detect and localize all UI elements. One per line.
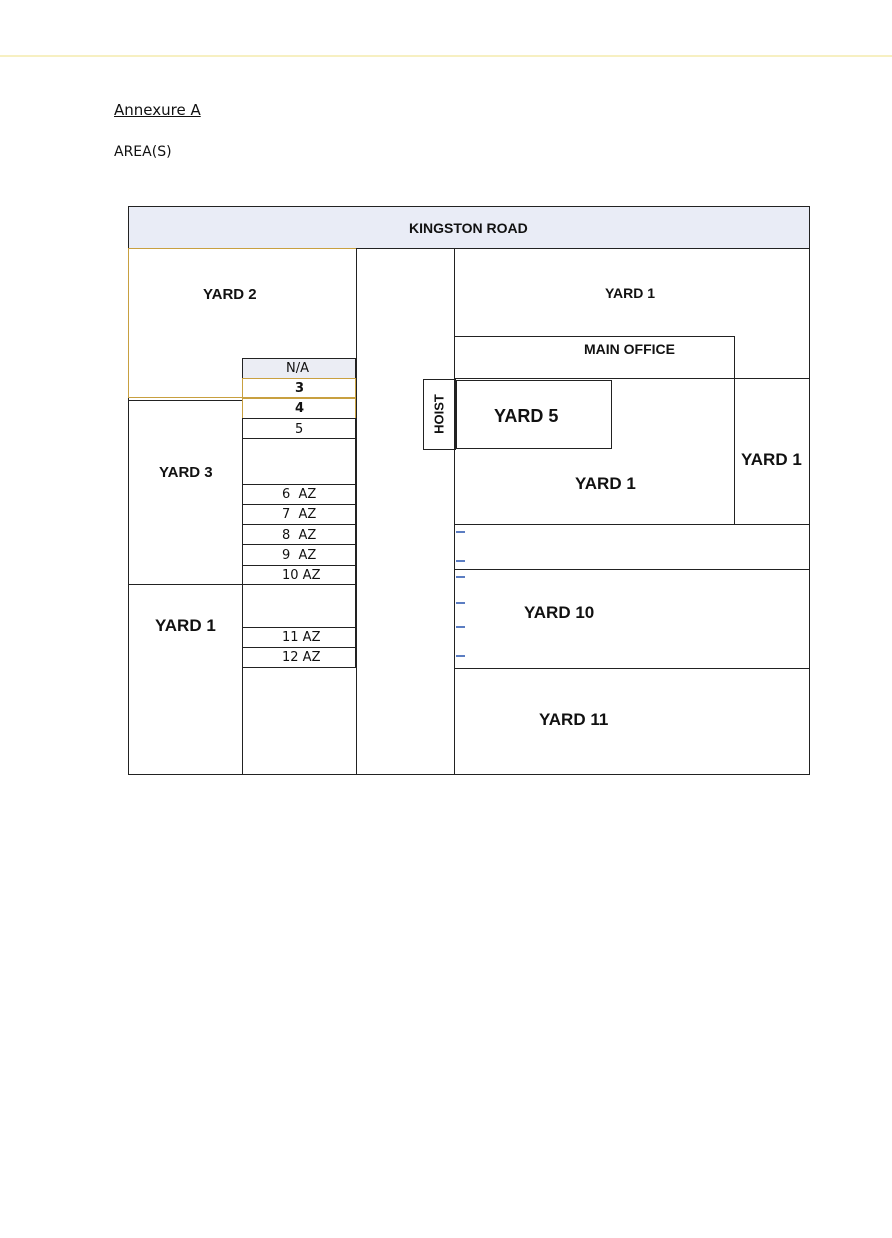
yard-11-label: YARD 11 xyxy=(539,710,609,729)
boundary-mark xyxy=(456,560,465,562)
hoist-label: HOIST xyxy=(431,394,447,434)
driveway xyxy=(356,248,455,775)
unit-7-label: 7 AZ xyxy=(282,507,317,522)
yard-11 xyxy=(454,668,810,775)
yard-1-left xyxy=(128,584,243,775)
unit-6-label: 6 AZ xyxy=(282,487,317,502)
boundary-mark xyxy=(456,626,465,628)
unit-11-label: 11 AZ xyxy=(282,630,321,645)
unit-4-label: 4 xyxy=(295,401,305,416)
unit-blank-a xyxy=(242,438,356,485)
road-label: KINGSTON ROAD xyxy=(409,220,528,236)
yard-1-top-label: YARD 1 xyxy=(605,285,656,301)
boundary-mark xyxy=(456,602,465,604)
unit-3-label: 3 xyxy=(295,381,305,396)
yard-1-right-label: YARD 1 xyxy=(741,450,802,469)
boundary-mark xyxy=(456,655,465,657)
unit-5-label: 5 xyxy=(295,422,304,437)
yard-2-label: YARD 2 xyxy=(203,286,257,303)
yard-10-label: YARD 10 xyxy=(524,603,595,622)
page-heading: Annexure A xyxy=(114,101,201,119)
boundary-mark xyxy=(456,531,465,533)
unit-10-label: 10 AZ xyxy=(282,568,321,583)
page-subheading: AREA(S) xyxy=(114,144,172,160)
yard-3 xyxy=(128,400,243,585)
yard-1-center-label: YARD 1 xyxy=(575,474,636,493)
yard-1-left-label: YARD 1 xyxy=(155,616,216,635)
unit-8-label: 8 AZ xyxy=(282,528,317,543)
unit-na-label: N/A xyxy=(286,361,309,376)
unit-9-label: 9 AZ xyxy=(282,548,317,563)
yard-10 xyxy=(454,569,810,669)
boundary-mark xyxy=(456,576,465,578)
main-office-label: MAIN OFFICE xyxy=(584,341,675,357)
unit-blank-b xyxy=(242,584,356,628)
yard-3-label: YARD 3 xyxy=(159,464,213,481)
unit-12-label: 12 AZ xyxy=(282,650,321,665)
yard-5-label: YARD 5 xyxy=(494,406,559,426)
strip-area xyxy=(454,524,810,570)
